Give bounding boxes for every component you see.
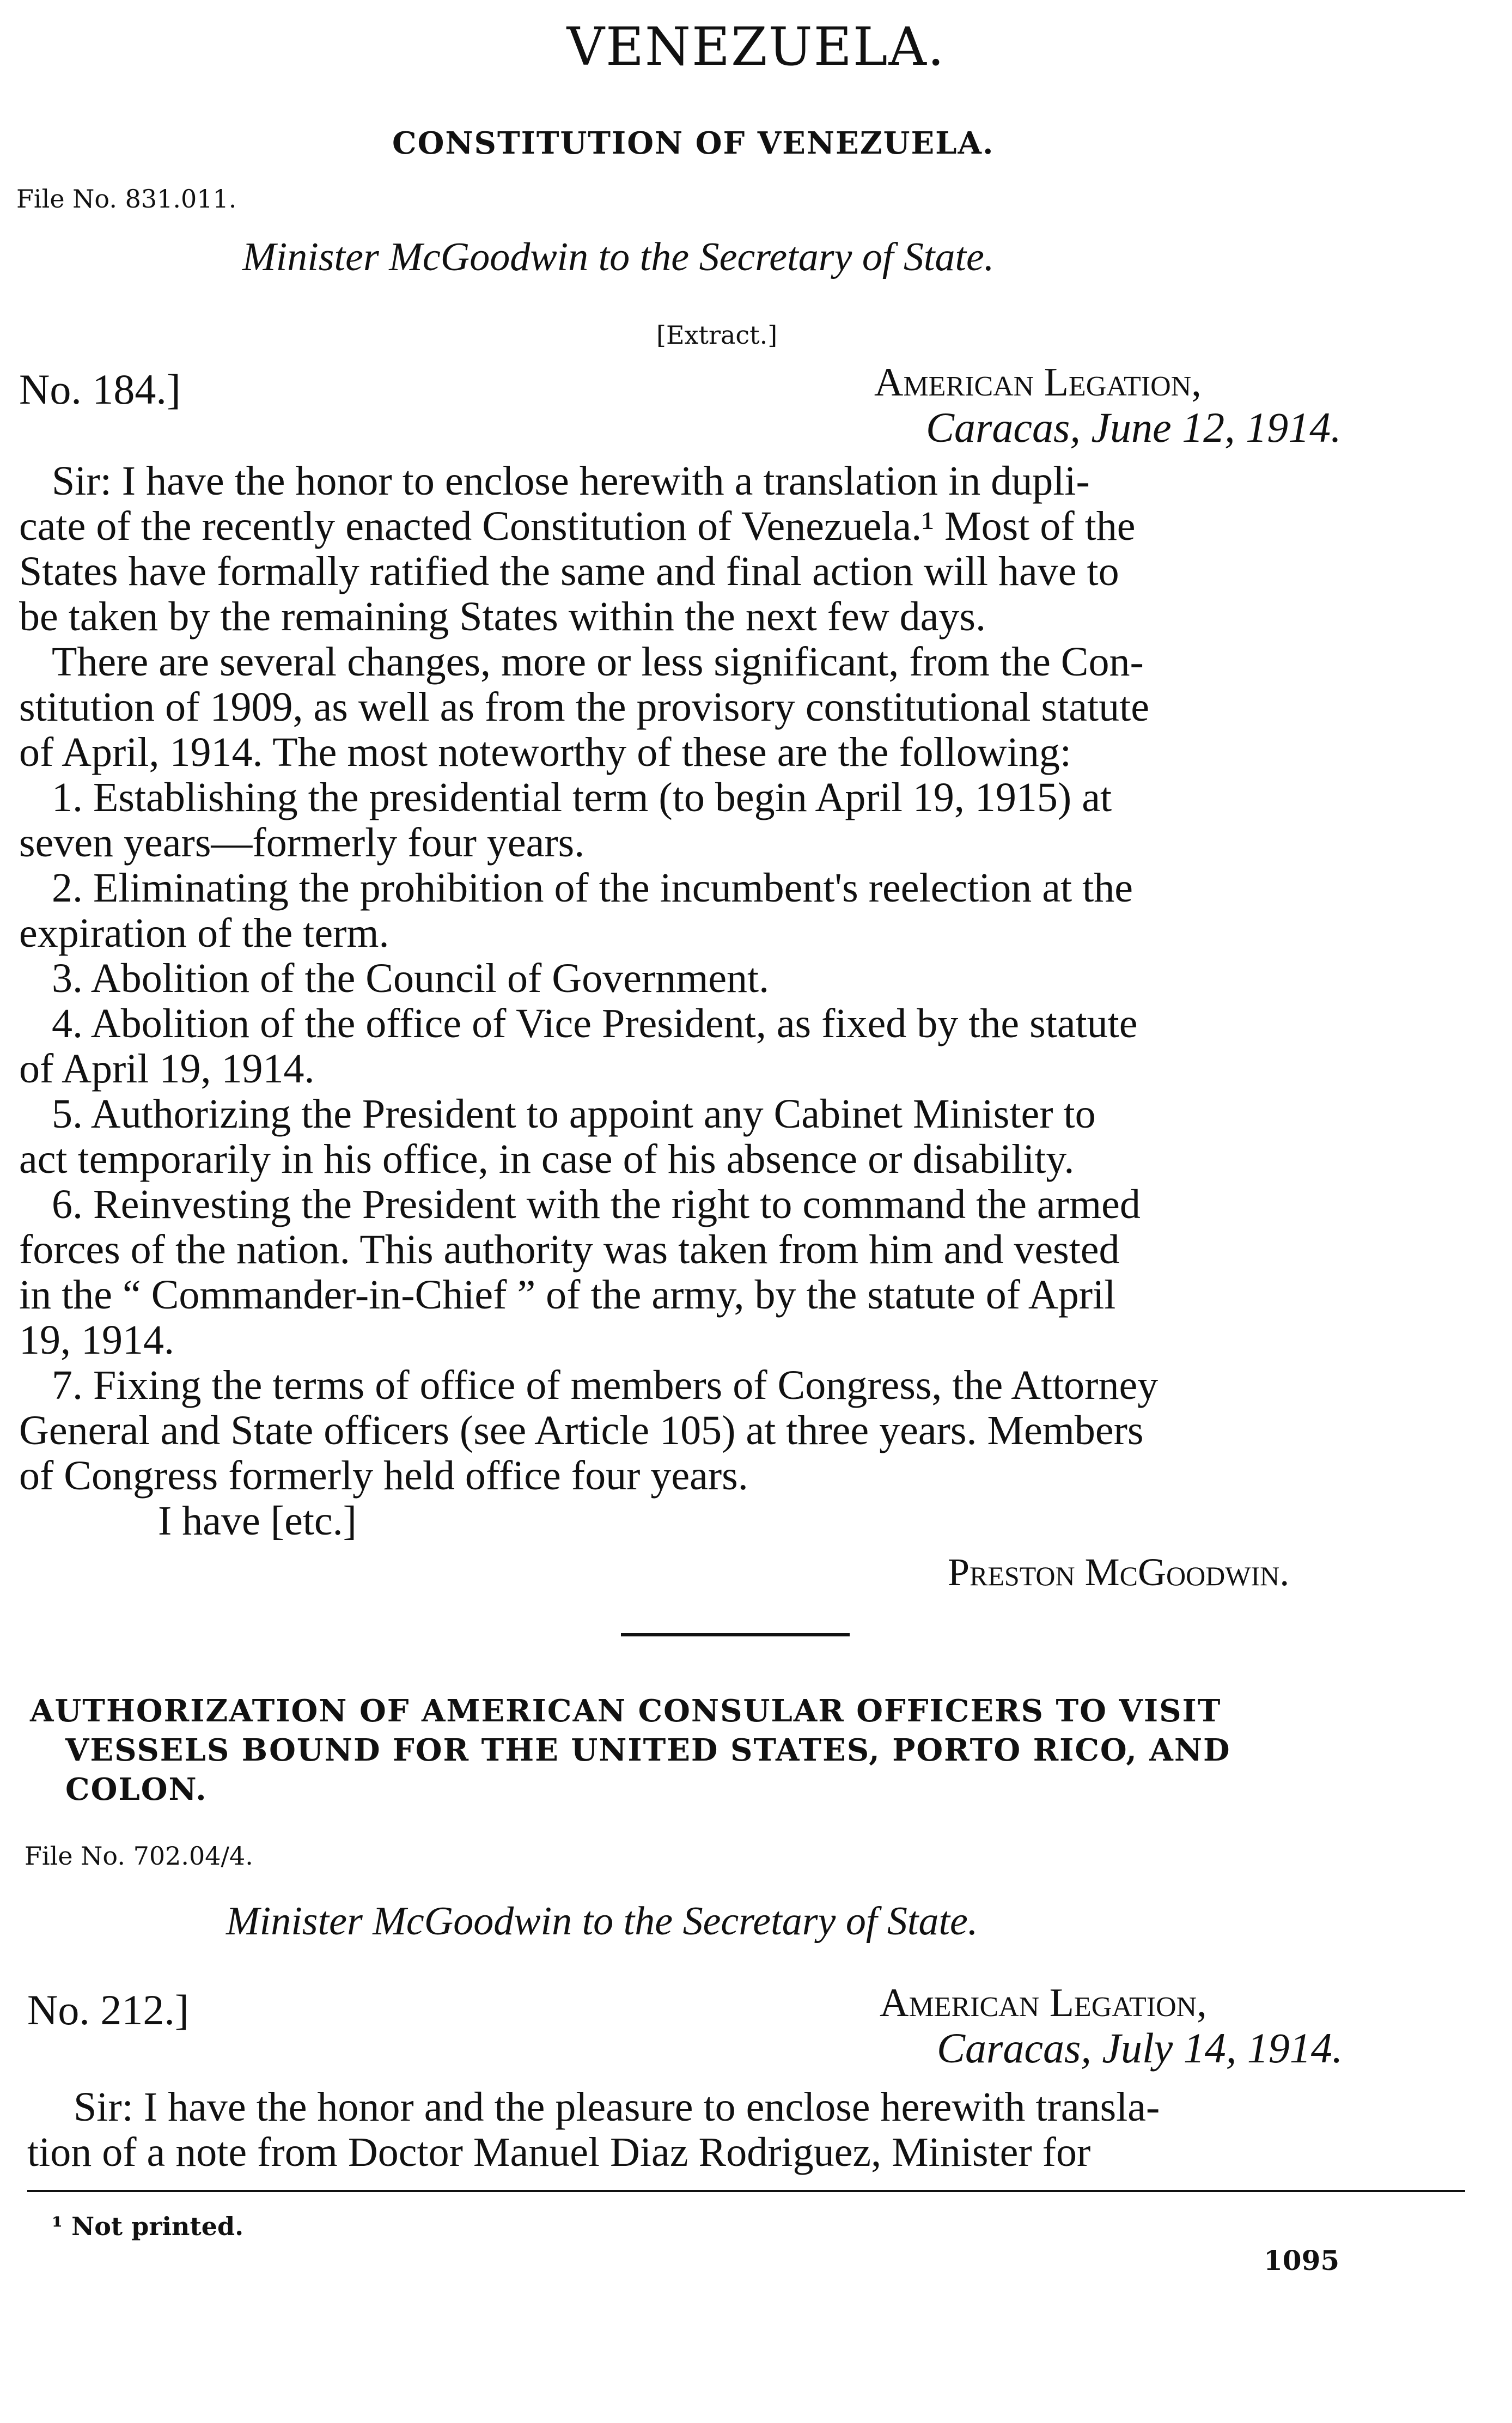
body-line: of Congress formerly held office four years. bbox=[19, 1453, 748, 1499]
body-line: seven years—formerly four years. bbox=[19, 820, 585, 866]
body-line: be taken by the remaining States within the next few days. bbox=[19, 594, 986, 640]
page-number: 1095 bbox=[1264, 2244, 1340, 2276]
body-line: in the “ Commander-in-Chief ” of the army, by the statute of April bbox=[19, 1272, 1116, 1318]
body-line: 7. Fixing the terms of office of members of Congress, the Attorney bbox=[52, 1362, 1159, 1408]
body-line: 2. Eliminating the prohibition of the incumbent's reelection at the bbox=[52, 865, 1133, 911]
place-date: Caracas, July 14, 1914. bbox=[937, 2024, 1343, 2072]
body-line: of April 19, 1914. bbox=[19, 1046, 315, 1092]
signature: Preston McGoodwin. bbox=[948, 1550, 1290, 1594]
body-line: act temporarily in his office, in case of his absence or disability. bbox=[19, 1136, 1075, 1182]
constitution-heading: CONSTITUTION OF VENEZUELA. bbox=[392, 125, 995, 161]
file-number: File No. 831.011. bbox=[16, 184, 237, 214]
authorization-heading-line: COLON. bbox=[65, 1771, 208, 1807]
legation-name: American Legation, bbox=[874, 360, 1202, 405]
body-line: States have formally ratified the same and final action will have to bbox=[19, 549, 1119, 594]
dispatch-number: No. 184.] bbox=[19, 366, 181, 413]
body-line: tion of a note from Doctor Manuel Diaz Rodriguez, Minister for bbox=[27, 2129, 1091, 2175]
body-line: expiration of the term. bbox=[19, 910, 389, 956]
section-divider bbox=[621, 1633, 850, 1636]
body-line: of April, 1914. The most noteworthy of these are the following: bbox=[19, 729, 1072, 775]
legation-name: American Legation, bbox=[880, 1981, 1207, 2025]
body-line: 4. Abolition of the office of Vice President, as fixed by the statute bbox=[52, 1001, 1138, 1046]
letter-subheading: Minister McGoodwin to the Secretary of State. bbox=[242, 235, 995, 279]
section-title: VENEZUELA. bbox=[566, 16, 946, 77]
body-line: forces of the nation. This authority was taken from him and vested bbox=[19, 1227, 1120, 1273]
body-line: 6. Reinvesting the President with the right to command the armed bbox=[52, 1182, 1141, 1227]
file-number: File No. 702.04/4. bbox=[25, 1841, 253, 1871]
body-line: 3. Abolition of the Council of Government. bbox=[52, 955, 770, 1001]
body-line: There are several changes, more or less significant, from the Con- bbox=[52, 639, 1144, 685]
body-line: stitution of 1909, as well as from the provisory constitutional statute bbox=[19, 684, 1149, 730]
body-line: cate of the recently enacted Constitution of Venezuela.¹ Most of the bbox=[19, 503, 1136, 549]
extract-note: [Extract.] bbox=[656, 320, 778, 350]
body-line: 5. Authorizing the President to appoint any Cabinet Minister to bbox=[52, 1091, 1096, 1137]
authorization-heading-line: AUTHORIZATION OF AMERICAN CONSULAR OFFICERS TO VISIT bbox=[30, 1693, 1222, 1729]
body-line: 1. Establishing the presidential term (to begin April 19, 1915) at bbox=[52, 775, 1112, 820]
body-line: General and State officers (see Article 105) at three years. Members bbox=[19, 1408, 1144, 1453]
authorization-heading-line: VESSELS BOUND FOR THE UNITED STATES, PORTO RICO, AND bbox=[65, 1732, 1231, 1768]
body-line: 19, 1914. bbox=[19, 1317, 174, 1363]
dispatch-number: No. 212.] bbox=[27, 1986, 189, 2034]
letter-subheading: Minister McGoodwin to the Secretary of State. bbox=[226, 1899, 978, 1944]
body-line: Sir: I have the honor to enclose herewith a translation in dupli- bbox=[52, 458, 1090, 504]
footnote: ¹ Not printed. bbox=[52, 2212, 244, 2241]
footnote-rule bbox=[27, 2190, 1465, 2192]
closing-line: I have [etc.] bbox=[158, 1498, 357, 1544]
place-date: Caracas, June 12, 1914. bbox=[926, 404, 1342, 451]
body-line: Sir: I have the honor and the pleasure to enclose herewith transla- bbox=[74, 2084, 1160, 2130]
